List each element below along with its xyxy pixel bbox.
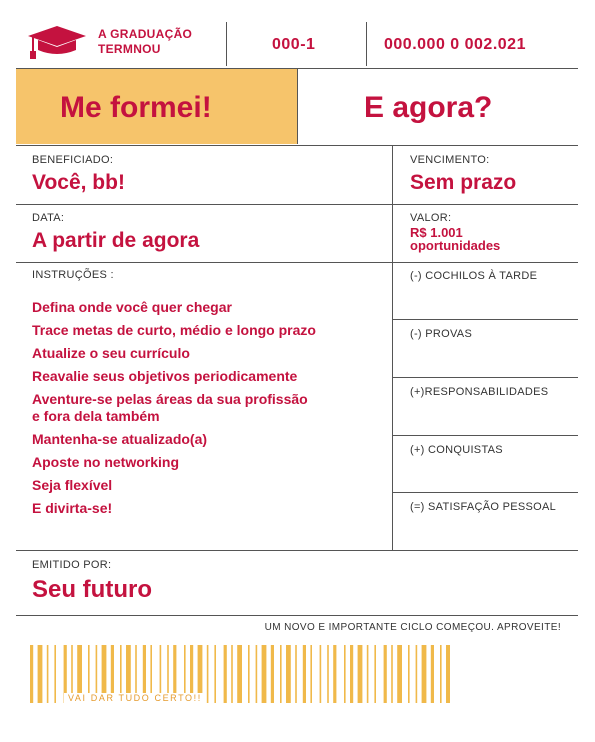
barcode-bar (344, 645, 346, 703)
footer-note: UM NOVO E IMPORTANTE CICLO COMEÇOU. APROVEITE! (264, 622, 561, 633)
barcode-bar (47, 645, 49, 703)
instruction-item: Atualize o seu currículo (32, 345, 190, 361)
row-line-3 (16, 550, 578, 551)
barcode-bar (397, 645, 402, 703)
barcode-bar (408, 645, 410, 703)
column-divider (392, 145, 393, 550)
deduction-line (392, 435, 578, 436)
deduction-item: (-) COCHILOS À TARDE (410, 270, 538, 282)
deduction-item: (+)RESPONSABILIDADES (410, 386, 549, 398)
valor-value-line1: R$ 1.001 (410, 225, 463, 240)
valor-value-line2: oportunidades (410, 238, 501, 253)
barcode-bar (286, 645, 291, 703)
barcode-bar (214, 645, 216, 703)
barcode-bar (333, 645, 336, 703)
deduction-item: (-) PROVAS (410, 328, 473, 340)
barcode-bar (248, 645, 250, 703)
row-line-4 (16, 615, 578, 616)
barcode-bar (271, 645, 274, 703)
barcode-bar (320, 645, 322, 703)
instrucoes-label: INSTRUÇÕES : (32, 269, 114, 281)
vencimento-value: Sem prazo (410, 171, 517, 194)
deduction-line (392, 492, 578, 493)
row-line-1 (16, 204, 578, 205)
barcode-bar (237, 645, 242, 703)
barcode-bar (38, 645, 43, 703)
document-number: 000.000 0 002.021 (384, 36, 526, 53)
instruction-item: E divirta-se! (32, 500, 113, 516)
row-line-2 (16, 262, 578, 263)
deduction-item: (=) SATISFAÇÃO PESSOAL (410, 501, 557, 513)
deduction-line (392, 377, 578, 378)
bank-code: 000-1 (272, 36, 316, 53)
barcode-bar (256, 645, 258, 703)
header-title-line1: A GRADUAÇÃO (98, 27, 193, 41)
barcode-bar (374, 645, 376, 703)
valor-label: VALOR: (410, 212, 452, 224)
header-title (98, 27, 192, 57)
deduction-item: (+) CONQUISTAS (410, 444, 503, 456)
barcode-bar (416, 645, 418, 703)
barcode-bar (440, 645, 442, 703)
barcode-bar (358, 645, 363, 703)
barcode-bar (303, 645, 306, 703)
barcode-bar (431, 645, 434, 703)
instruction-item: Defina onde você quer chegar (32, 299, 232, 315)
band-bottom-line (16, 145, 578, 146)
emitido-label: EMITIDO POR: (32, 559, 112, 571)
data-label: DATA: (32, 212, 65, 224)
beneficiado-label: BENEFICIADO: (32, 154, 114, 166)
graduation-cap-icon (24, 22, 90, 62)
barcode-bar (262, 645, 267, 703)
instruction-item: Mantenha-se atualizado(a) (32, 431, 208, 447)
barcode-bar (350, 645, 353, 703)
deduction-line (392, 319, 578, 320)
barcode-caption: VAI DAR TUDO CERTO!! (64, 693, 206, 703)
beneficiado-value: Você, bb! (32, 171, 125, 194)
barcode-bar (391, 645, 393, 703)
band-left-text: Me formei! (60, 91, 212, 124)
instruction-item: Aventure-se pelas áreas da sua profissão (32, 391, 308, 407)
vencimento-label: VENCIMENTO: (410, 154, 490, 166)
barcode-bar (384, 645, 387, 703)
barcode-bar (224, 645, 227, 703)
instruction-item: Trace metas de curto, médio e longo prazo (32, 322, 316, 338)
header-divider-2 (366, 22, 367, 66)
instruction-item: Aposte no networking (32, 454, 179, 470)
barcode-bar (446, 645, 450, 703)
header-title-line2: TERMNOU (98, 42, 161, 56)
header-divider-1 (226, 22, 227, 66)
band-right-text: E agora? (364, 91, 493, 124)
instruction-item: e fora dela também (32, 408, 160, 424)
data-value: A partir de agora (32, 229, 200, 252)
valor-value (410, 226, 500, 252)
barcode-bar (422, 645, 427, 703)
barcode-bar (231, 645, 233, 703)
barcode-bar (280, 645, 282, 703)
barcode-bar (310, 645, 312, 703)
instruction-item: Reavalie seus objetivos periodicamente (32, 368, 298, 384)
instruction-item: Seja flexível (32, 477, 113, 493)
barcode-bar (295, 645, 297, 703)
barcode-bar (367, 645, 369, 703)
barcode-bar (207, 645, 209, 703)
barcode-bar (30, 645, 33, 703)
barcode-bar (327, 645, 329, 703)
barcode-bar (54, 645, 56, 703)
emitido-value: Seu futuro (32, 576, 152, 603)
